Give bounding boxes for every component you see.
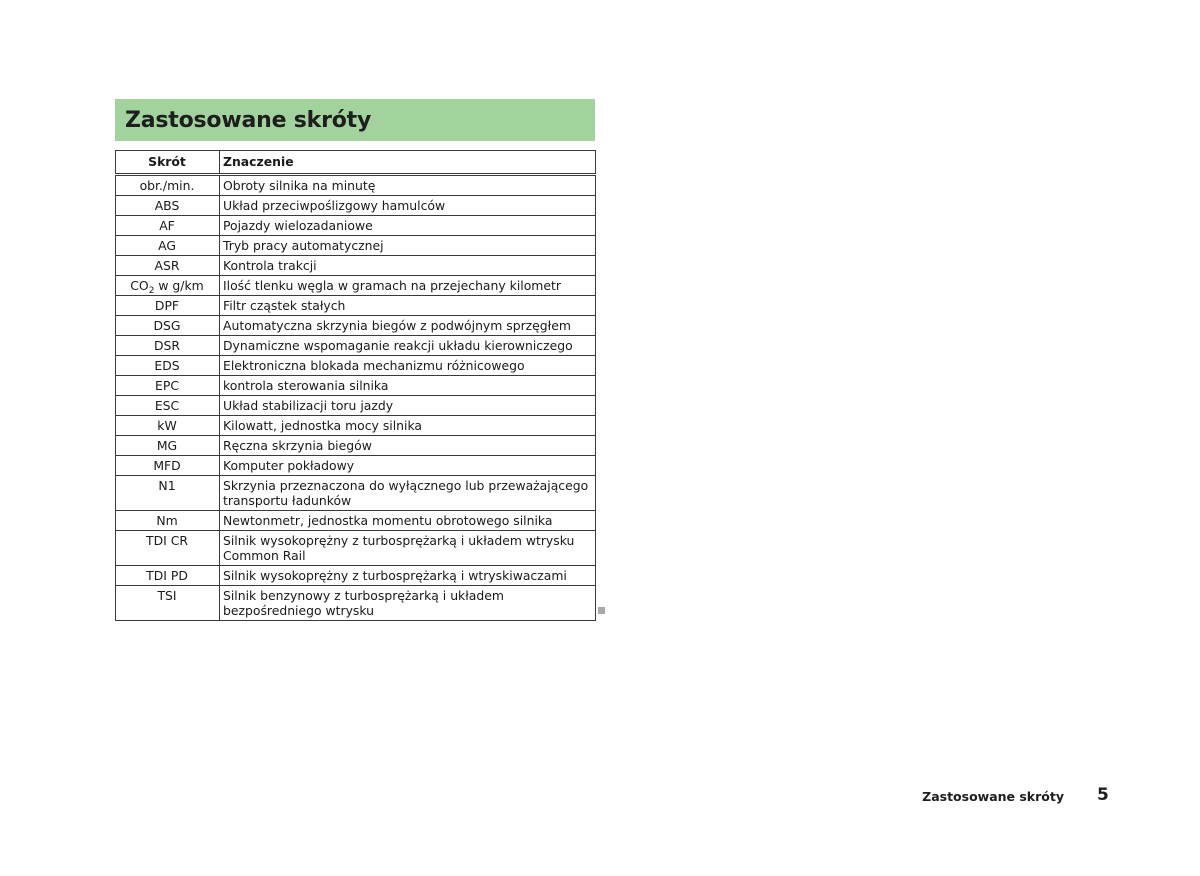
table-row: [116, 531, 596, 566]
table-header-row: [116, 151, 596, 175]
meaning-cell: kontrola sterowania silnika: [220, 376, 596, 396]
abbr-co2-unit: w g/km: [154, 278, 204, 293]
column-header-abbreviation: Skrót: [116, 151, 220, 175]
meaning-cell: Obroty silnika na minutę: [220, 175, 596, 196]
table-row: [116, 316, 596, 336]
abbreviation-cell: DPF: [116, 296, 220, 316]
meaning-cell: Układ stabilizacji toru jazdy: [220, 396, 596, 416]
meaning-cell: Skrzynia przeznaczona do wyłącznego lub przeważającego transportu ładunków: [220, 476, 596, 511]
footer-running-title: Zastosowane skróty: [922, 789, 1064, 804]
abbreviation-cell: MG: [116, 436, 220, 456]
meaning-cell: Kontrola trakcji: [220, 256, 596, 276]
table-row: [116, 436, 596, 456]
abbreviations-table: [115, 150, 596, 621]
meaning-cell: Komputer pokładowy: [220, 456, 596, 476]
meaning-cell: Newtonmetr, jednostka momentu obrotowego silnika: [220, 511, 596, 531]
abbreviation-cell: DSR: [116, 336, 220, 356]
table-row: [116, 336, 596, 356]
meaning-cell: Automatyczna skrzynia biegów z podwójnym sprzęgłem: [220, 316, 596, 336]
table-row: [116, 566, 596, 586]
meaning-cell: Elektroniczna blokada mechanizmu różnicowego: [220, 356, 596, 376]
table-row: [116, 216, 596, 236]
table-row: [116, 376, 596, 396]
page-number: 5: [1097, 785, 1109, 805]
abbreviation-cell: TSI: [116, 586, 220, 621]
meaning-cell: Tryb pracy automatycznej: [220, 236, 596, 256]
abbreviation-cell: ABS: [116, 196, 220, 216]
abbreviation-cell: ESC: [116, 396, 220, 416]
table-row: [116, 175, 596, 196]
abbreviation-cell: TDI PD: [116, 566, 220, 586]
abbreviation-cell: N1: [116, 476, 220, 511]
table-row: [116, 416, 596, 436]
abbreviation-cell: AF: [116, 216, 220, 236]
table-row: [116, 276, 596, 296]
table-row: [116, 456, 596, 476]
table-row: [116, 476, 596, 511]
abbreviation-cell: kW: [116, 416, 220, 436]
section-title: Zastosowane skróty: [125, 107, 372, 133]
table-row: [116, 511, 596, 531]
table-row: [116, 356, 596, 376]
meaning-cell: Dynamiczne wspomaganie reakcji układu kierowniczego: [220, 336, 596, 356]
table-row: [116, 196, 596, 216]
abbreviation-cell: AG: [116, 236, 220, 256]
abbr-co2-subscript: 2: [148, 286, 155, 296]
meaning-cell: Silnik benzynowy z turbosprężarką i układem bezpośredniego wtrysku: [220, 586, 596, 621]
abbreviation-cell: EDS: [116, 356, 220, 376]
meaning-cell: Filtr cząstek stałych: [220, 296, 596, 316]
meaning-cell: Silnik wysokoprężny z turbosprężarką i wtryskiwaczami: [220, 566, 596, 586]
abbreviation-cell: [116, 276, 220, 296]
table-row: [116, 296, 596, 316]
table-row: [116, 396, 596, 416]
meaning-cell: Pojazdy wielozadaniowe: [220, 216, 596, 236]
abbreviation-cell: MFD: [116, 456, 220, 476]
meaning-cell: Kilowatt, jednostka mocy silnika: [220, 416, 596, 436]
abbr-co2-main: CO: [130, 278, 149, 293]
meaning-cell: Ilość tlenku węgla w gramach na przejechany kilometr: [220, 276, 596, 296]
table-row: [116, 586, 596, 621]
section-end-square-icon: [598, 607, 605, 614]
abbreviation-cell: DSG: [116, 316, 220, 336]
section-header-band: [115, 99, 595, 141]
abbreviation-cell: Nm: [116, 511, 220, 531]
meaning-cell: Ręczna skrzynia biegów: [220, 436, 596, 456]
meaning-cell: Silnik wysokoprężny z turbosprężarką i układem wtrysku Common Rail: [220, 531, 596, 566]
abbreviation-cell: EPC: [116, 376, 220, 396]
abbreviation-cell: obr./min.: [116, 175, 220, 196]
column-header-meaning: Znaczenie: [220, 151, 596, 175]
abbreviation-cell: ASR: [116, 256, 220, 276]
table-row: [116, 256, 596, 276]
table-row: [116, 236, 596, 256]
meaning-cell: Układ przeciwpoślizgowy hamulców: [220, 196, 596, 216]
abbreviation-cell: TDI CR: [116, 531, 220, 566]
